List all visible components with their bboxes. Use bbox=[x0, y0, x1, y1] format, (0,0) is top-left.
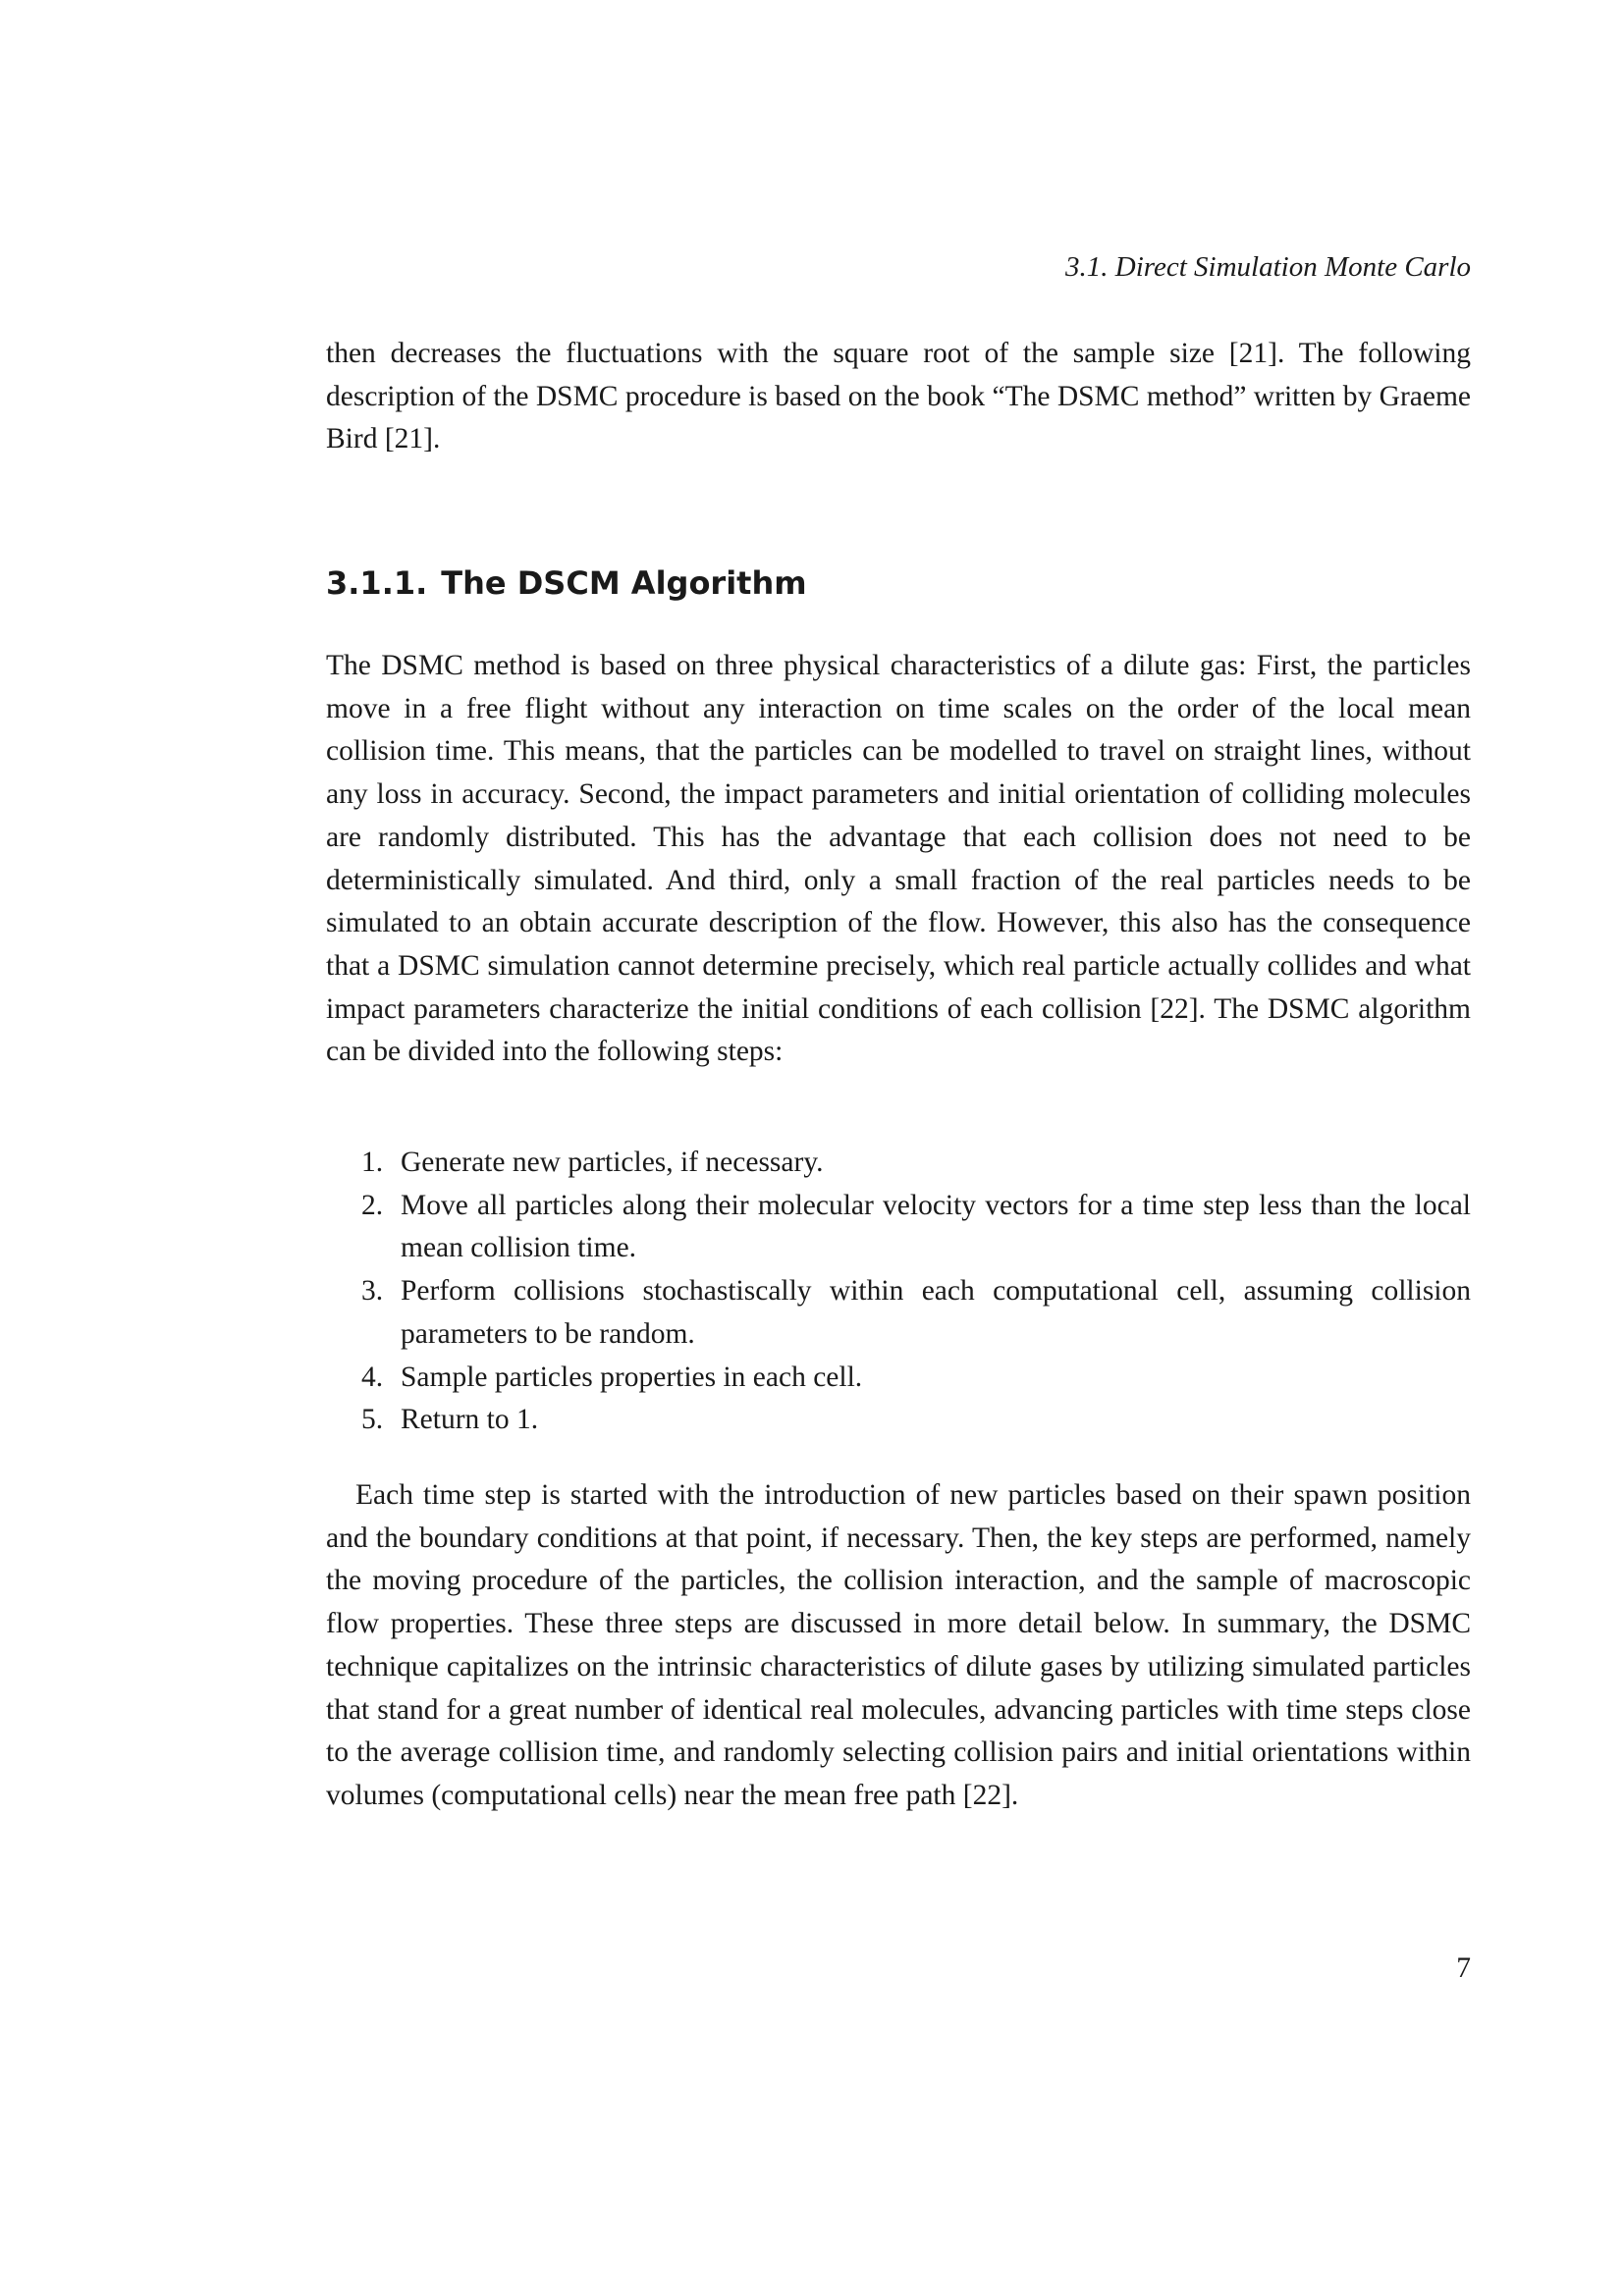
list-item-text: Sample particles properties in each cell. bbox=[401, 1361, 863, 1393]
list-item-text: Return to 1. bbox=[401, 1404, 539, 1436]
list-item-text: Perform collisions stochastiscally within each computational cell, assuming collision parameters to be random. bbox=[401, 1275, 1471, 1350]
list-item bbox=[326, 1357, 1471, 1400]
running-head: 3.1. Direct Simulation Monte Carlo bbox=[1065, 251, 1471, 283]
list-item bbox=[326, 1185, 1471, 1270]
section-title: The DSCM Algorithm bbox=[441, 564, 807, 602]
section-heading bbox=[326, 561, 807, 605]
list-item-index: 1. bbox=[361, 1147, 384, 1178]
list-item-index: 5. bbox=[361, 1404, 384, 1436]
algorithm-steps-list bbox=[326, 1142, 1471, 1442]
list-item bbox=[326, 1270, 1471, 1356]
list-item bbox=[326, 1399, 1471, 1442]
body-paragraph: The DSMC method is based on three physical characteristics of a dilute gas: First, the particles move in a free flight without any interaction on time scales on the order of the local mean collision time. This means, that the particles can be modelled to travel on straight lines, without any loss in accuracy. Second, the impact parameters and initial orientation of colliding molecules are randomly distributed. This has the advantage that each collision does not need to be deterministically simulated. And third, only a small fraction of the real particles needs to be simulated to an obtain accurate description of the flow. However, this also has the consequence that a DSMC simulation cannot determine precisely, which real particle actually collides and what impact parameters characterize the initial conditions of each collision [22]. The DSMC algorithm can be divided into the following steps: bbox=[326, 650, 1471, 1068]
list-item-index: 4. bbox=[361, 1361, 384, 1393]
section-number: 3.1.1. bbox=[326, 564, 428, 602]
page-number: 7 bbox=[1456, 1952, 1471, 1984]
list-item-index: 3. bbox=[361, 1275, 384, 1308]
list-item-text: Generate new particles, if necessary. bbox=[401, 1147, 824, 1178]
summary-paragraph: Each time step is started with the introduction of new particles based on their spawn position and the boundary conditions at that point, if necessary. Then, the key steps are performed, namely the moving procedure of the particles, the collision interaction, and the sample of macroscopic flow properties. These three steps are discussed in more detail below. In summary, the DSMC technique capitalizes on the intrinsic characteristics of dilute gases by utilizing simulated particles that stand for a great number of identical real molecules, advancing particles with time steps close to the average collision time, and randomly selecting collision pairs and initial orientations within volumes (computational cells) near the mean free path [22]. bbox=[326, 1479, 1471, 1811]
intro-paragraph: then decreases the fluctuations with the square root of the sample size [21]. The following description of the DSMC procedure is based on the book “The DSMC method” written by Graeme Bird [21]. bbox=[326, 338, 1471, 455]
list-item-index: 2. bbox=[361, 1189, 384, 1221]
list-item-text: Move all particles along their molecular velocity vectors for a time step less than the local mean collision time. bbox=[401, 1189, 1471, 1264]
list-item bbox=[326, 1142, 1471, 1185]
